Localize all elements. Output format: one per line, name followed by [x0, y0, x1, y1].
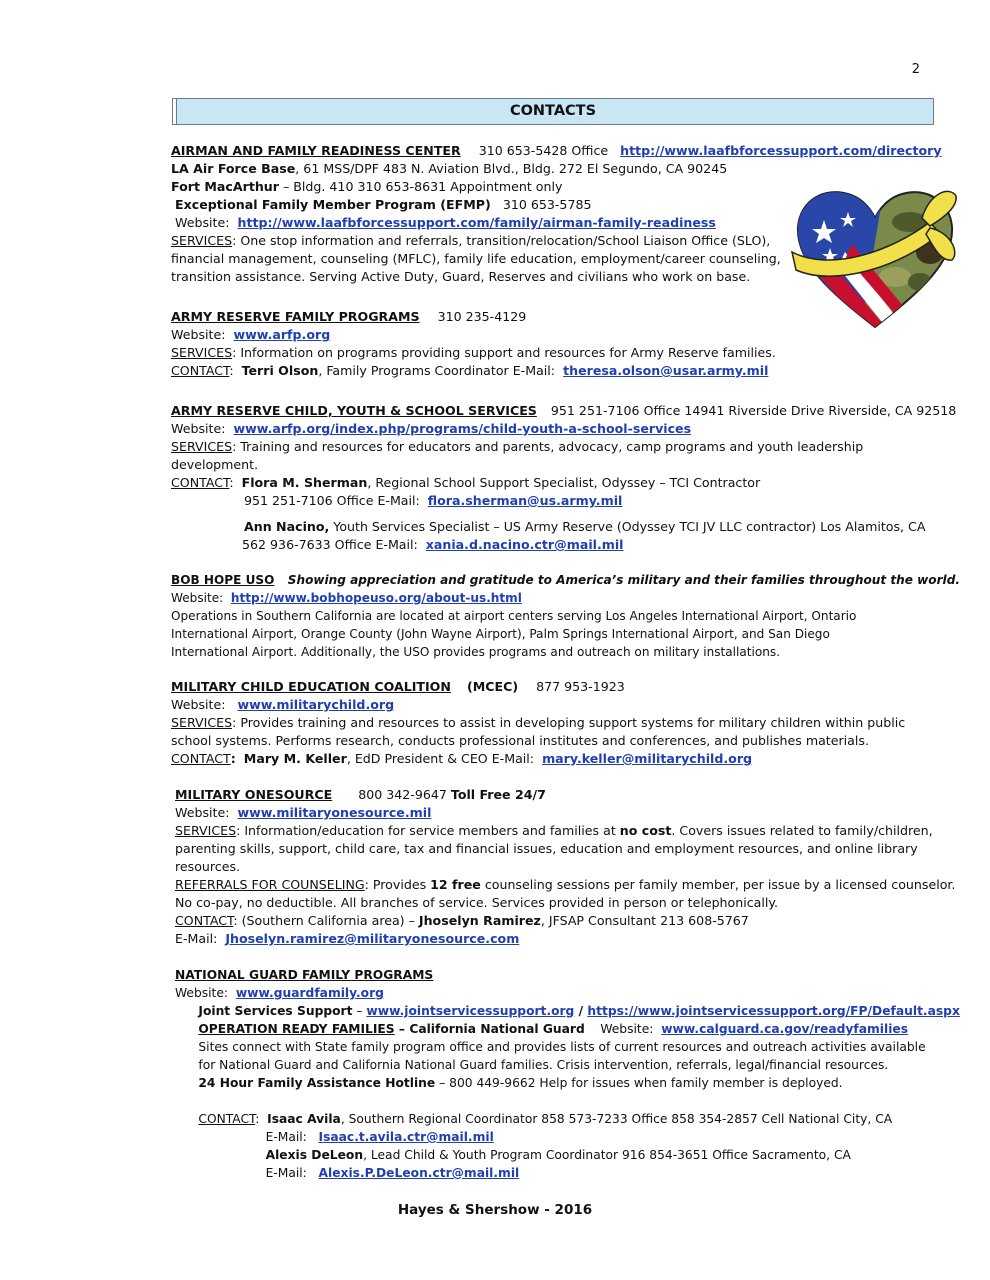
guard-contact2-email[interactable]: Alexis.P.DeLeon.ctr@mail.mil [318, 1165, 520, 1180]
section-mcec: MILITARY CHILD EDUCATION COALITION (MCEC) 877 953-1923 Website: www.militarychild.org SERVICES: Provides training and resources to assist in developing support systems for military children within public school systems. Performs research, conducts professional institutes and conferences, and publishes materials. CONTACT: Mary M. Keller, EdD President & CEO E-Mail: mary.keller@militarychild.org [171, 679, 906, 766]
army-reserve-website-link[interactable]: www.arfp.org [233, 327, 331, 342]
guard-jss-dash: – [352, 1003, 367, 1018]
mcec-services-text: : Provides training and resources to assist in developing support systems for military children within public [232, 715, 906, 730]
child-youth-phone: 951 251-7106 Office 14941 Riverside Drive Riverside, CA 92518 [550, 403, 957, 418]
child-youth-contact1-email[interactable]: flora.sherman@us.army.mil [427, 493, 623, 508]
guard-hotline-details: – 800 449-9662 Help for issues when family member is deployed. [435, 1075, 843, 1090]
uso-description-2: International Airport, Orange County (John Wayne Airport), Palm Springs International Airport, and San Diego [171, 626, 830, 641]
airman-website-label: Website: [175, 215, 230, 230]
guard-contact1-email[interactable]: Isaac.t.avila.ctr@mail.mil [318, 1129, 494, 1144]
onesource-services-label: SERVICES [175, 823, 237, 838]
onesource-toll-free: Toll Free 24/7 [450, 787, 546, 802]
airman-services-text: : One stop information and referrals, transition/relocation/School Liaison Office (SLO), [232, 233, 771, 248]
uso-website-label: Website: [171, 590, 224, 605]
guard-description-1: Sites connect with State family program office and provides lists of current resources and outreach activities available [198, 1039, 926, 1054]
airman-services-text-2: financial management, counseling (MFLC), family life education, employment/career counseling, [171, 251, 781, 266]
airman-base-address: , 61 MSS/DPF 483 N. Aviation Blvd., Bldg. 272 El Segundo, CA 90245 [295, 161, 728, 176]
onesource-website-link[interactable]: www.militaryonesource.mil [237, 805, 432, 820]
guard-contact-label: CONTACT [198, 1111, 256, 1126]
child-youth-contact2-email[interactable]: xania.d.nacino.ctr@mail.mil [425, 537, 624, 552]
army-reserve-contact-role: , Family Programs Coordinator E-Mail: [318, 363, 556, 378]
child-youth-contact1-name: Flora M. Sherman [241, 475, 368, 490]
mcec-abbr: (MCEC) [466, 679, 519, 694]
section-child-youth: ARMY RESERVE CHILD, YOUTH & SCHOOL SERVICES 951 251-7106 Office 14941 Riverside Drive Riverside, CA 92518 Website: www.arfp.org/index.php/programs/child-youth-a-school-services SERVICES: Training and resources for educators and parents, advocacy, camp programs and youth leadership development. CONTACT: Flora M. Sherman, Regional School Support Specialist, Odyssey – TCI Contractor 951 251-7106 Office E-Mail: flora.sherman@us.army.mil Ann Nacino, Youth Services Specialist – US Army Reserve (Odyssey TCI JV LLC contractor) Los Alamitos, CA 562 936-7633 Office E-Mail: xania.d.nacino.ctr@mail.mil [171, 403, 957, 552]
onesource-phone: 800 342-9647 [358, 787, 447, 802]
child-youth-services-text-2: development. [171, 457, 259, 472]
guard-contact2-email-label: E-Mail: [265, 1165, 307, 1180]
mcec-phone: 877 953-1923 [536, 679, 625, 694]
uso-website-link[interactable]: http://www.bobhopeuso.org/about-us.html [230, 590, 522, 605]
mcec-website-label: Website: [171, 697, 226, 712]
guard-jss-label: Joint Services Support [198, 1003, 353, 1018]
army-reserve-contact-name: Terri Olson [241, 363, 319, 378]
patriotic-heart-icon [790, 182, 960, 330]
guard-website-label: Website: [175, 985, 229, 1000]
mcec-services-label: SERVICES [171, 715, 233, 730]
army-reserve-contact-label: CONTACT [171, 363, 230, 378]
mcec-contact-name: Mary M. Keller [243, 751, 347, 766]
guard-contact1-email-label: E-Mail: [265, 1129, 307, 1144]
child-youth-contact2-role: Youth Services Specialist – US Army Reserve (Odyssey TCI JV LLC contractor) Los Alamitos, CA [329, 519, 926, 534]
onesource-referrals-count: 12 free [430, 877, 481, 892]
mcec-contact-email[interactable]: mary.keller@militarychild.org [542, 751, 753, 766]
contacts-banner [172, 98, 934, 125]
army-reserve-services-text: : Information on programs providing support and resources for Army Reserve families. [232, 345, 776, 360]
onesource-referrals-text: : Provides [364, 877, 431, 892]
section-army-reserve: ARMY RESERVE FAMILY PROGRAMS 310 235-4129 Website: www.arfp.org SERVICES: Information on programs providing support and resources for Army Reserve families. CONTACT: Terri Olson, Family Programs Coordinator E-Mail: theresa.olson@usar.army.mil [171, 309, 776, 378]
onesource-no-cost: no cost [619, 823, 672, 838]
onesource-services-text-3: resources. [175, 859, 241, 874]
army-reserve-services-label: SERVICES [171, 345, 233, 360]
airman-efmp-name: Exceptional Family Member Program (EFMP) [175, 197, 491, 212]
army-reserve-title: ARMY RESERVE FAMILY PROGRAMS [171, 309, 420, 324]
army-reserve-phone: 310 235-4129 [437, 309, 527, 324]
onesource-contact-area: : (Southern California area) – [233, 913, 419, 928]
guard-orf-label: OPERATION READY FAMILIES [198, 1021, 395, 1036]
airman-directory-link[interactable]: http://www.laafbforcessupport.com/directory [620, 143, 942, 158]
guard-contact2-name: Alexis DeLeon [265, 1147, 364, 1162]
uso-description-3: International Airport. Additionally, the USO provides programs and outreach on military installations. [171, 644, 781, 659]
army-reserve-contact-email[interactable]: theresa.olson@usar.army.mil [563, 363, 769, 378]
onesource-services-text-2: parenting skills, support, child care, tax and financial issues, education and employment resources, and online library [175, 841, 918, 856]
onesource-contact-name: Jhoselyn Ramirez [418, 913, 541, 928]
onesource-referrals-text-end: counseling sessions per family member, per issue by a licensed counselor. [480, 877, 956, 892]
child-youth-contact-label: CONTACT [171, 475, 230, 490]
airman-phone: 310 653-5428 Office [478, 143, 609, 158]
guard-jss-separator: / [574, 1003, 588, 1018]
onesource-email-label: E-Mail: [175, 931, 218, 946]
mcec-contact-label: CONTACT [171, 751, 231, 766]
airman-services-label: SERVICES [171, 233, 233, 248]
onesource-services-text-end: . Covers issues related to family/children, [671, 823, 933, 838]
guard-hotline-label: 24 Hour Family Assistance Hotline [198, 1075, 436, 1090]
banner-title: CONTACTS [509, 103, 597, 119]
airman-fort-name: Fort MacArthur [171, 179, 279, 194]
page-number: 2 [911, 62, 920, 77]
onesource-referrals-text-2: No co-pay, no deductible. All branches of service. Services provided in person or telephonically. [175, 895, 779, 910]
guard-contact2-role: , Lead Child & Youth Program Coordinator 916 854-3651 Office Sacramento, CA [363, 1147, 851, 1162]
child-youth-website-label: Website: [171, 421, 226, 436]
child-youth-services-label: SERVICES [171, 439, 233, 454]
page-footer: Hayes & Shershow - 2016 [397, 1202, 593, 1218]
uso-description-1: Operations in Southern California are located at airport centers serving Los Angeles International Airport, Ontario [171, 608, 857, 623]
child-youth-contact2-phone: 562 936-7633 Office E-Mail: [242, 537, 418, 552]
guard-title: NATIONAL GUARD FAMILY PROGRAMS [175, 967, 434, 982]
airman-efmp-phone: 310 653-5785 [502, 197, 592, 212]
child-youth-services-text: : Training and resources for educators and parents, advocacy, camp programs and youth leadership [232, 439, 864, 454]
guard-jss-link[interactable]: www.jointservicessupport.org [366, 1003, 575, 1018]
airman-fort-details: – Bldg. 410 310 653-8631 Appointment only [278, 179, 563, 194]
child-youth-contact1-phone: 951 251-7106 Office E-Mail: [244, 493, 420, 508]
airman-services-text-3: transition assistance. Serving Active Duty, Guard, Reserves and civilians who work on base. [171, 269, 751, 284]
mcec-title: MILITARY CHILD EDUCATION COALITION [171, 679, 451, 694]
onesource-title: MILITARY ONESOURCE [175, 787, 333, 802]
guard-orf-link[interactable]: www.calguard.ca.gov/readyfamilies [661, 1021, 909, 1036]
onesource-services-text: : Information/education for service members and families at [236, 823, 620, 838]
airman-base-name: LA Air Force Base [171, 161, 296, 176]
onesource-email-link[interactable]: Jhoselyn.ramirez@militaryonesource.com [225, 931, 520, 946]
child-youth-title: ARMY RESERVE CHILD, YOUTH & SCHOOL SERVICES [171, 403, 537, 418]
child-youth-contact2-name: Ann Nacino, [244, 519, 330, 534]
guard-contact1-name: Isaac Avila [267, 1111, 341, 1126]
airman-website-link[interactable]: http://www.laafbforcessupport.com/family/airman-family-readiness [237, 215, 716, 230]
army-reserve-website-label: Website: [171, 327, 226, 342]
guard-jss-fp-link[interactable]: https://www.jointservicessupport.org/FP/Default.aspx [587, 1003, 960, 1018]
mcec-contact-role: , EdD President & CEO E-Mail: [346, 751, 535, 766]
guard-description-2: for National Guard and California National Guard families. Crisis intervention, referrals, legal/financial resources. [198, 1057, 889, 1072]
uso-tagline: Showing appreciation and gratitude to America’s military and their families throughout the world. [287, 572, 960, 587]
onesource-contact-label: CONTACT [175, 913, 234, 928]
uso-title: BOB HOPE USO [171, 572, 275, 587]
onesource-website-label: Website: [175, 805, 230, 820]
onesource-referrals-label: REFERRALS FOR COUNSELING [175, 877, 365, 892]
section-national-guard: NATIONAL GUARD FAMILY PROGRAMS Website: www.guardfamily.org Joint Services Support – www.jointservicessupport.org / https://www.jointservicessupport.org/FP/Default.aspx OPERATION READY FAMILIES – California National Guard Website: www.calguard.ca.gov/readyfamilies Sites connect with State family program office and provides lists of current resources and outreach activities available for National Guard and California National Guard families. Crisis intervention, referrals, legal/financial resources. 24 Hour Family Assistance Hotline – 800 449-9662 Help for issues when family member is deployed. CONTACT: Isaac Avila, Southern Regional Coordinator 858 573-7233 Office 858 354-2857 Cell National City, CA E-Mail: Isaac.t.avila.ctr@mail.mil Alexis DeLeon, Lead Child & Youth Program Coordinator 916 854-3651 Office Sacramento, CA E-Mail: Alexis.P.DeLeon.ctr@mail.mil [175, 967, 960, 1180]
guard-website-link[interactable]: www.guardfamily.org [235, 985, 384, 1000]
guard-contact1-role: , Southern Regional Coordinator 858 573-7233 Office 858 354-2857 Cell National City, CA [340, 1111, 893, 1126]
mcec-website-link[interactable]: www.militarychild.org [237, 697, 395, 712]
child-youth-contact1-role: , Regional School Support Specialist, Odyssey – TCI Contractor [367, 475, 761, 490]
mcec-services-text-2: school systems. Performs research, conducts professional institutes and conferences, and publishes materials. [171, 733, 869, 748]
section-uso [171, 571, 990, 661]
guard-orf-website-label: Website: [600, 1021, 654, 1036]
onesource-contact-role: , JFSAP Consultant 213 608-5767 [540, 913, 749, 928]
section-onesource [175, 786, 955, 948]
child-youth-website-link[interactable]: www.arfp.org/index.php/programs/child-youth-a-school-services [233, 421, 692, 436]
airman-title: AIRMAN AND FAMILY READINESS CENTER [171, 143, 461, 158]
guard-orf-cng: – California National Guard [394, 1021, 585, 1036]
